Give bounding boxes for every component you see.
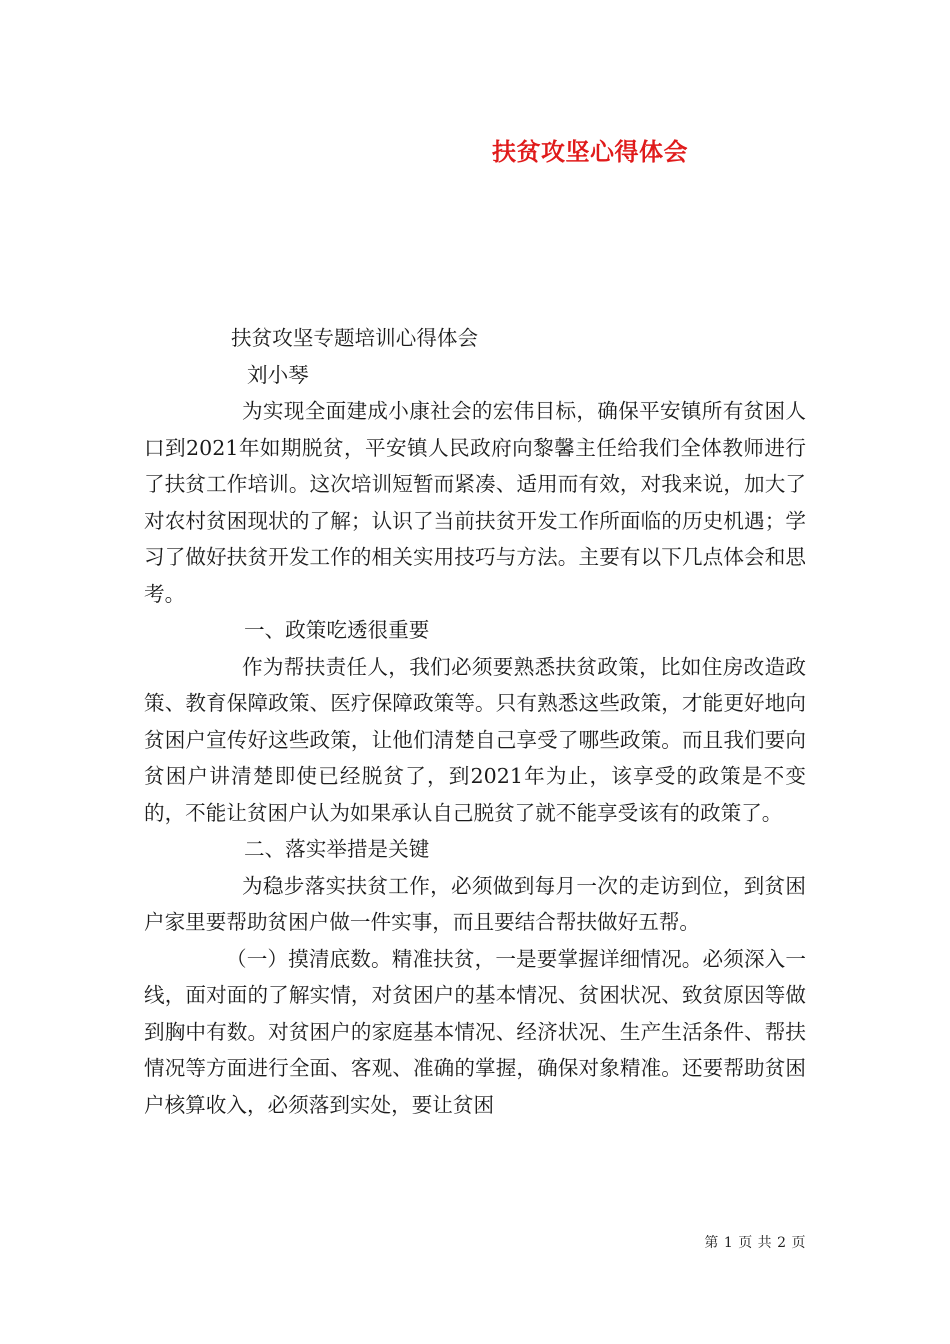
page-number-footer: 第 1 页 共 2 页 [704,1235,806,1251]
paragraph-measures: 为稳步落实扶贫工作，必须做到每月一次的走访到位，到贫困户家里要帮助贫困户做一件实事，而且要结合帮扶做好五帮。 [144,873,806,934]
document-body [144,320,806,1123]
document-author: 刘小琴 [247,362,309,387]
document-subtitle: 扶贫攻坚专题培训心得体会 [231,326,479,350]
section-heading-1: 一、政策吃透很重要 [244,618,430,642]
section-heading-2: 二、落实举措是关键 [244,837,430,861]
paragraph-subsection-1: （一）摸清底数。精准扶贫，一是要掌握详细情况。必须深入一线，面对面的了解实情，对贫困户的基本情况、贫困状况、致贫原因等做到胸中有数。对贫困户的家庭基本情况、经济状况、生产生活条件、帮扶情况等方面进行全面、客观、准确的掌握，确保对象精准。还要帮助贫困户核算收入，必须落到实处，要让贫困 [144,946,806,1117]
paragraph-policy: 作为帮扶责任人，我们必须要熟悉扶贫政策，比如住房改造政策、教育保障政策、医疗保障政策等。只有熟悉这些政策，才能更好地向贫困户宣传好这些政策，让他们清楚自己享受了哪些政策。而且我们要向贫困户讲清楚即使已经脱贫了，到2021年为止，该享受的政策是不变的，不能让贫困户认为如果承认自己脱贫了就不能享受该有的政策了。 [144,654,806,825]
paragraph-intro: 为实现全面建成小康社会的宏伟目标，确保平安镇所有贫困人口到2021年如期脱贫，平安镇人民政府向黎馨主任给我们全体教师进行了扶贫工作培训。这次培训短暂而紧凑、适用而有效，对我来说，加大了对农村贫困现状的了解；认识了当前扶贫开发工作所面临的历史机遇；学习了做好扶贫开发工作的相关实用技巧与方法。主要有以下几点体会和思考。 [144,399,806,606]
document-title: 扶贫攻坚心得体会 [492,138,688,166]
